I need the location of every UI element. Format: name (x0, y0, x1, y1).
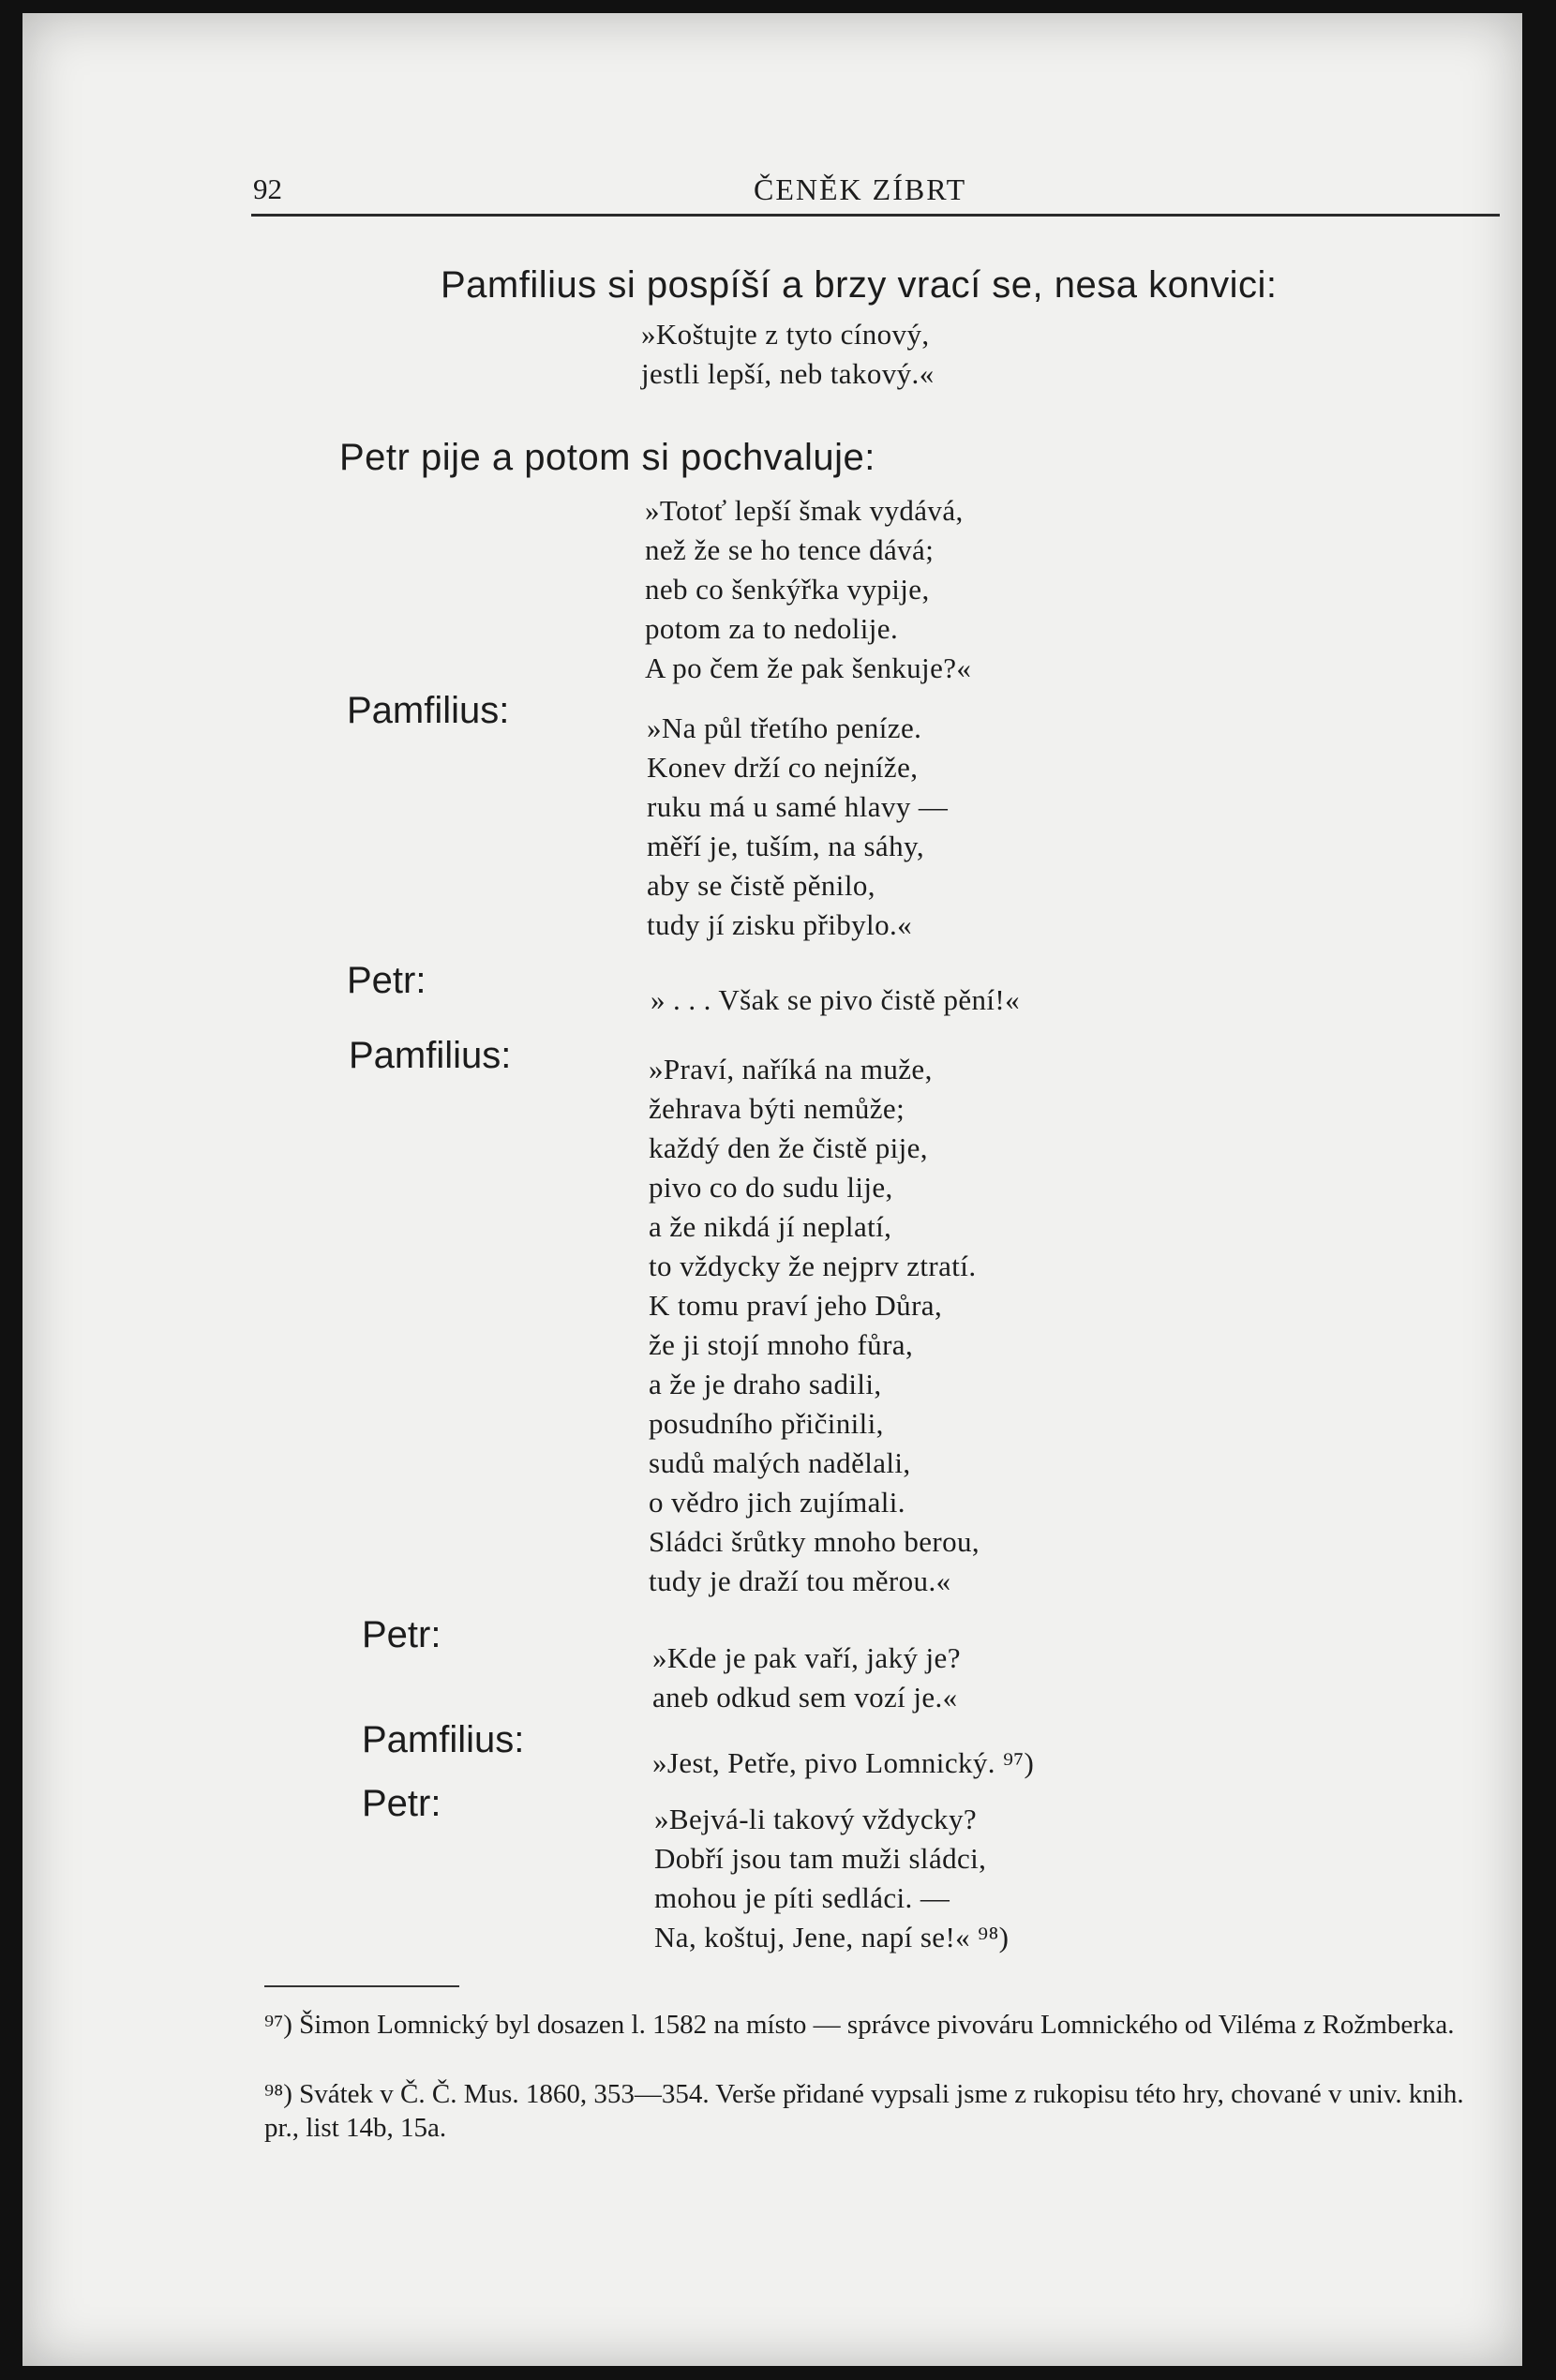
verse-line: »Na půl třetího peníze. (647, 711, 922, 744)
verse-block (649, 1050, 980, 1601)
speaker-label: Pamfilius: (347, 690, 510, 731)
verse-line: a že je draho sadili, (649, 1368, 882, 1400)
verse-line: tudy jí zisku přibylo.« (647, 908, 913, 941)
verse-line: »Koštujte z tyto cínový, (641, 318, 930, 351)
verse-line: Na, koštuj, Jene, napí se!« ⁹⁸) (654, 1921, 1010, 1953)
verse-line: to vždycky že nejprv ztratí. (649, 1250, 977, 1282)
verse-line: každý den že čistě pije, (649, 1131, 928, 1164)
verse-line: aneb odkud sem vozí je.« (652, 1681, 958, 1714)
verse-line: aby se čistě pěnilo, (647, 869, 875, 902)
verse-line: že ji stojí mnoho fůra, (649, 1328, 914, 1361)
verse-line: jestli lepší, neb takový.« (641, 357, 935, 390)
verse-block (652, 1639, 961, 1717)
verse-line: Sládci šrůtky mnoho berou, (649, 1525, 980, 1558)
verse-line: »Kde je pak vaří, jaký je? (652, 1641, 961, 1674)
verse-line: A po čem že pak šenkuje?« (645, 651, 972, 684)
verse-line: ruku má u samé hlavy — (647, 790, 949, 823)
verse-line: »Totoť lepší šmak vydává, (645, 494, 964, 527)
verse-line: měří je, tuším, na sáhy, (647, 830, 925, 862)
speaker-label: Petr: (362, 1783, 441, 1824)
speaker-label: Petr: (362, 1614, 441, 1655)
verse-line: než že se ho tence dává; (645, 533, 935, 566)
verse-line: žehrava býti nemůže; (649, 1092, 905, 1125)
verse-block (652, 1744, 1034, 1783)
stage-direction: Petr pije a potom si pochvaluje: (339, 437, 875, 478)
verse-line: » . . . Však se pivo čistě pění!« (651, 983, 1021, 1016)
verse-line: »Bejvá-li takový vždycky? (654, 1803, 978, 1835)
verse-line: Dobří jsou tam muži sládci, (654, 1842, 987, 1875)
speaker-label: Pamfilius: (362, 1719, 525, 1760)
verse-line: Konev drží co nejníže, (647, 751, 919, 784)
book-page (22, 13, 1522, 2366)
verse-line: tudy je draží tou měrou.« (649, 1564, 951, 1597)
speaker-label: Pamfilius: (349, 1035, 512, 1076)
verse-line: pivo co do sudu lije, (649, 1171, 893, 1204)
verse-line: »Jest, Petře, pivo Lomnický. ⁹⁷) (652, 1746, 1035, 1779)
verse-line: potom za to nedolije. (645, 612, 899, 645)
verse-block (651, 980, 1020, 1020)
verse-block (645, 491, 971, 688)
verse-line: o vědro jich zujímali. (649, 1486, 905, 1519)
verse-block (654, 1800, 1009, 1957)
verse-block (647, 709, 948, 945)
verse-line: »Praví, naříká na muže, (649, 1053, 933, 1085)
running-title: ČENĚK ZÍBRT (754, 172, 967, 206)
verse-line: posudního přičinili, (649, 1407, 884, 1440)
footnote: ⁹⁷) Šimon Lomnický byl dosazen l. 1582 na místo — správce pivováru Lomnického od Viléma z Rožmberka. (264, 2010, 1455, 2040)
footnote: ⁹⁸) Svátek v Č. Č. Mus. 1860, 353—354. Verše přidané vypsali jsme z rukopisu této hry, chované v univ. knih. pr., list 14b, 15a. (264, 2079, 1464, 2143)
footnote-rule (264, 1985, 459, 1987)
verse-line: neb co šenkýřka vypije, (645, 573, 930, 606)
verse-line: K tomu praví jeho Důra, (649, 1289, 943, 1322)
verse-line: mohou je píti sedláci. — (654, 1881, 950, 1914)
stage-direction: Pamfilius si pospíší a brzy vrací se, nesa konvici: (441, 264, 1278, 306)
header-rule (251, 214, 1500, 217)
page-number: 92 (253, 172, 282, 205)
verse-line: a že nikdá jí neplatí, (649, 1210, 892, 1243)
verse-block (641, 315, 935, 394)
verse-line: sudů malých nadělali, (649, 1446, 911, 1479)
speaker-label: Petr: (347, 960, 426, 1001)
